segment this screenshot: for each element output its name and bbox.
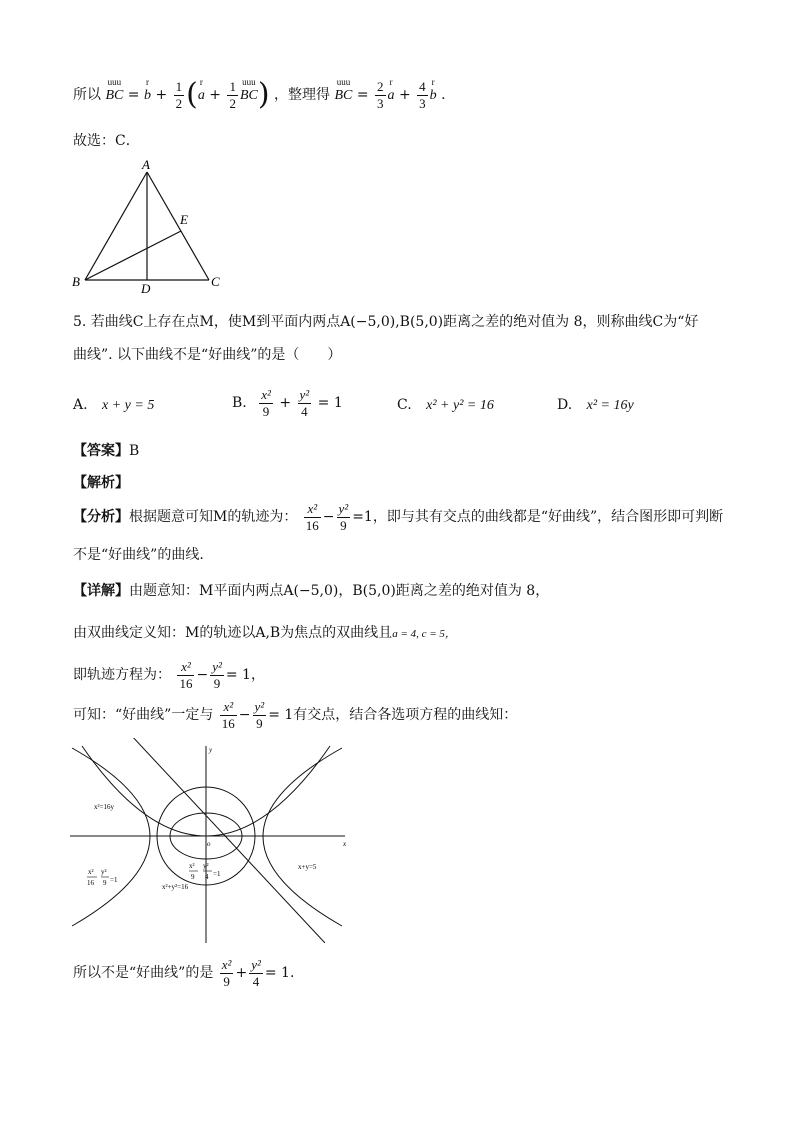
vector-bc-3 [334,77,353,104]
bc: BC [105,88,124,104]
r-mark: r [389,77,393,88]
ellipse-label-4: 4 [205,873,209,881]
r-mark: r [199,77,203,88]
definition-text: 由双曲线定义知：M的轨迹以A,B为焦点的双曲线且 [73,625,393,641]
num: x² [221,957,232,972]
den: 9 [223,973,230,989]
option-d-eq: x² = 16y [586,398,634,413]
num: 1 [175,79,183,94]
hyperbola-right [263,748,342,926]
eq: = [356,87,369,104]
hyperbola-label-16: 16 [87,879,94,887]
frac-y2-4 [298,388,312,418]
frac-four-thirds [417,80,428,110]
trajectory-tail: = 1， [225,667,265,684]
period: . [441,87,446,104]
frac-y2-9-c [253,700,267,730]
frac-y2-9 [337,502,351,532]
origin-label: o [207,840,211,848]
line-choice-c: 故选：C． [73,133,140,149]
frac-two-thirds [375,80,386,110]
num: y² [251,957,261,972]
r-mark: r [431,77,435,88]
den: 3 [377,95,384,111]
question-5-line1: 5. 若曲线C上存在点M，使M到平面内两点A(−5,0),B(5,0)距离之差的绝对值为 8，则称曲线C为“好 [73,314,699,330]
den: 16 [179,675,193,691]
vector-a-2 [387,77,395,104]
trajectory-text: 即轨迹方程为： [73,667,171,684]
frac-x2-9 [259,388,273,418]
frac-x2-16-b [177,660,194,690]
frac-x2-16 [304,502,321,532]
option-c-eq: x² + y² = 16 [426,398,494,413]
den: 4 [252,973,260,989]
label-c: C [211,274,220,289]
eq: = [127,87,140,104]
vector-bc [105,77,124,104]
fenxi-line1: 【分析】根据题意可知M的轨迹为： $\frac{\text{x²}}{16}$ − $\frac{\text{y²}}{9}$ =1，即与其有交点的曲线都是“好曲线”，结合图形即可判断 [73,501,724,533]
eq-one: =1 [352,509,373,526]
option-d-label: D. [557,397,573,413]
vector-b-2 [429,77,437,104]
option-a-label: A. [73,397,88,413]
fenxi-text2: ，即与其有交点的曲线都是“好曲线”，结合图形即可判断 [372,509,724,526]
xiangjie-text: 由题意知：M平面内两点A(−5,0)，B(5,0)距离之差的绝对值为 8， [129,583,550,599]
vec-mark: uuu [107,77,122,88]
option-a[interactable] [73,398,154,413]
hyperbola-label-x2: x² [88,868,94,876]
plus: + [209,87,222,104]
answer-line [73,444,139,458]
ellipse-label-y2: y² [203,862,209,870]
vector-bc-2 [239,77,258,104]
option-b-tail: = 1 [317,395,343,412]
b: b [429,88,437,104]
fenxi-line2: 不是“好曲线”的曲线. [73,547,204,563]
b: b [143,88,151,104]
text-suoyi: 所以 [73,87,101,104]
vec-mark: uuu [242,77,256,88]
den: 9 [256,715,263,731]
answer-label: 【答案】 [73,443,129,459]
den: 2 [175,95,183,111]
fenxi-label: 【分析】 [73,509,129,526]
option-c[interactable] [397,398,494,413]
frac-y2-9-b [210,660,224,690]
know-text1: 可知：“好曲线”一定与 [73,707,214,724]
option-b[interactable] [232,388,343,418]
frac-half-2 [227,80,238,110]
label-a: A [142,158,150,172]
den: 9 [262,403,270,419]
den: 4 [301,403,308,419]
label-d: D [141,281,151,293]
y-label: y [209,746,213,754]
ellipse-label-x2: x² [189,862,195,870]
trajectory-line: 即轨迹方程为： $\frac{\text{x²}}{16}$ − $\frac{\text{y²}}{9}$ = 1， [73,659,265,691]
frac-y2-4-c [249,958,263,988]
den: 16 [305,517,319,533]
know-line: 可知：“好曲线”一定与 $\frac{\text{x²}}{16}$ − $\frac{\text{y²}}{9}$ = 1有交点，结合各选项方程的曲线知： [73,699,518,731]
plus: + [279,395,292,412]
vector-b [143,77,151,104]
text-zhengli: ，整理得 [274,87,331,104]
analysis-label: 【解析】 [73,475,129,491]
definition-line [73,626,456,640]
definition-tail: a = 4, c = 5， [392,628,456,640]
parabola-label: x²=16y [94,803,115,811]
num: x² [220,700,237,716]
den: 2 [229,95,236,111]
frac-half [174,80,185,110]
num: y² [299,387,310,402]
xiangjie-label: 【详解】 [73,583,129,599]
den: 9 [213,675,221,691]
paren-close: ) [257,77,270,113]
num: 4 [419,79,426,94]
r-mark: r [145,77,149,88]
num: y² [338,501,349,516]
x-label: x [343,840,347,848]
line-vector-equation [73,77,446,113]
plus: + [398,87,411,104]
num: x² [177,660,194,676]
conclusion-tail: = 1. [264,965,295,982]
conclusion-line: 所以不是“好曲线”的是 $\frac{\text{x²}}{9}$ + $\frac{\text{y²}}{4}$ = 1. [73,957,295,989]
option-b-label: B. [232,395,247,412]
a: a [387,88,395,104]
den: 9 [340,517,347,533]
num: x² [261,387,271,402]
num: x² [304,502,321,518]
xiangjie-line [73,584,549,598]
know-text2: = 1有交点，结合各选项方程的曲线知： [268,707,518,724]
num: y² [254,699,265,714]
bc: BC [334,88,353,104]
hyperbola-label-y2: y² [101,868,107,876]
circle-label: x²+y²=16 [162,883,189,891]
paren-open: ( [186,77,198,113]
option-c-label: C. [397,397,412,413]
a: a [197,88,205,104]
option-d[interactable] [557,398,634,413]
num: y² [212,659,222,674]
frac-x2-9-c [220,958,234,988]
ellipse-label-eq: =1 [213,870,221,878]
question-5-line2: 曲线”. 以下曲线不是“好曲线”的是（ ） [73,347,342,363]
frac-x2-16-c [220,700,237,730]
num: 2 [377,79,384,94]
hyperbola-left [72,748,150,926]
option-a-eq: x + y = 5 [102,398,155,413]
label-b: B [72,274,80,289]
den: 16 [221,715,235,731]
vector-a [197,77,205,104]
bc: BC [239,88,258,104]
hyperbola-label-9: 9 [103,879,107,887]
ellipse-label-9: 9 [191,873,195,881]
label-e: E [180,212,188,227]
vec-mark: uuu [336,77,351,88]
answer-value: B [129,443,140,459]
plus: + [155,87,168,104]
triangle-figure [72,158,232,293]
line-label: x+y=5 [298,863,317,871]
line-x-plus-y [130,738,325,943]
conclusion-text: 所以不是“好曲线”的是 [73,965,214,982]
side-ac [147,172,209,280]
hyperbola-label-eq: =1 [110,876,118,884]
curves-figure [70,738,360,943]
num: 1 [229,79,236,94]
den: 3 [419,95,426,111]
fenxi-text1: 根据题意可知M的轨迹为： [129,509,298,526]
